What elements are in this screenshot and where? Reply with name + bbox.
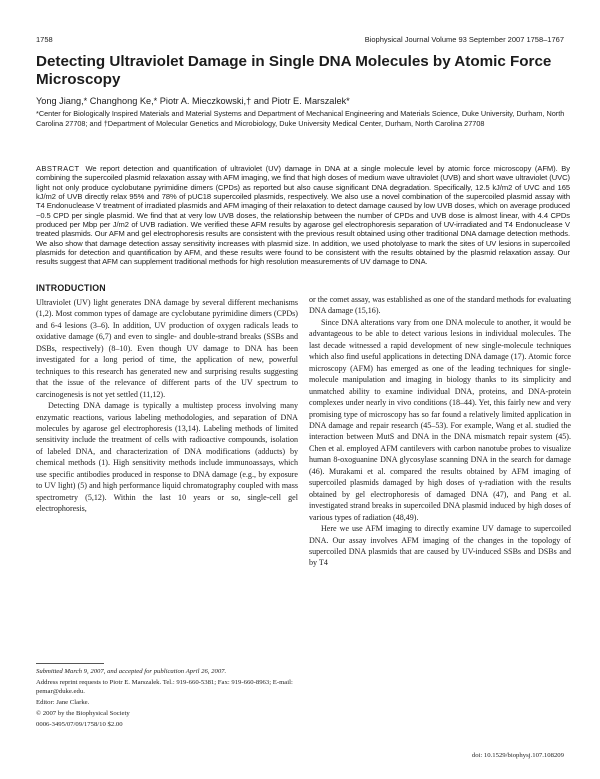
paragraph: or the comet assay, was established as one of the standard methods for evaluating DNA damage (15,16). bbox=[309, 295, 571, 316]
abstract-label: ABSTRACT bbox=[36, 164, 80, 173]
left-column bbox=[36, 297, 298, 515]
abstract-text: We report detection and quantification of ultraviolet (UV) damage in DNA at a single molecule level by atomic force microscopy (AFM). By combining the supercoiled plasmid relaxation assay with AFM imaging, we find that high doses of medium wave ultraviolet (UVB) and short wave ultraviolet (UVC) light not only produce cyclobutane pyrimidine dimers (CPDs) as reported but also cause significant DNA degradation. Specifically, 12.5 kJ/m2 of UVC and 165 kJ/m2 of UVB directly relax 95% and 78% of pUC18 supercoiled plasmids, respectively. We also use a novel combination of the supercoiled plasmid assay with T4 Endonuclease V treatment of irradiated plasmids and AFM imaging of their relaxation to detect damage caused by low UVB doses, which on average produced ~0.5 CPD per single plasmid. We find that at very low UVB doses, the relationship between the number of CPDs and UVB dose is almost linear, with 4.4 CPDs produced per Mbp per J/m2 of UVB radiation. We verified these AFM results by agarose gel electrophoresis separation of UV-irradiated and T4 Endonuclease V treated plasmids. Our AFM and gel electrophoresis results are consistent with the previous result obtained using other traditional DNA damage detection methods. We also show that damage detection assay sensitivity increases with plasmid size. In addition, we used photolyase to mark the sites of UV lesions in supercoiled plasmids for detection and quantification by AFM, and these results were found to be consistent with the results obtained by the plasmid relaxation assay. Our results suggest that AFM can supplement traditional methods for high resolution measurements of UV damage to DNA. bbox=[36, 164, 570, 267]
paragraph: Ultraviolet (UV) light generates DNA damage by several different mechanisms (1,2). Most common types of damage are cyclobutane pyrimidine dimers (CPDs) and 6-4 lesions (3–6). In addition, UV production of oxygen radicals leads to oxidative damage (6,7) and even to single- and double-strand breaks (SSBs and DSBs, respectively) (8–10). Even though UV damage to DNA has been investigated for a long period of time, the application of new, powerful techniques to this research has generated new and surprising results suggesting that the issue of the relevance of different parts of the UV spectrum to carcinogenesis is not yet settled (11,12). bbox=[36, 298, 298, 399]
footnote-divider bbox=[36, 663, 104, 664]
editor-note: Editor: Jane Clarke. bbox=[36, 698, 90, 706]
journal-header: Biophysical Journal Volume 93 September 2007 1758–1767 bbox=[364, 35, 564, 44]
author-list: Yong Jiang,* Changhong Ke,* Piotr A. Mieczkowski,† and Piotr E. Marszalek* bbox=[36, 96, 350, 106]
paragraph: Detecting DNA damage is typically a multistep process involving many enzymatic reactions, various labeling methodologies, and separation of DNA molecules by agarose gel electrophoresis (13,14). Labeling methods of limited sensitivity include the treatment of cells with radioactive compounds, isolation of labeled DNA, and characterization of DNA modifications (adducts) by chemical methods (1). High sensitivity methods include immunoassays, which use specific antibodies produced in response to DNA damage (e.g., by exposure to UV light) (5) and high performance liquid chromatography coupled with mass spectrometry (5,12). Within the last 10 years or so, single-cell gel electrophoresis, bbox=[36, 401, 298, 514]
submission-note: Submitted March 9, 2007, and accepted for publication April 26, 2007. bbox=[36, 668, 227, 675]
abstract bbox=[36, 164, 570, 267]
issn-note: 0006-3495/07/09/1758/10 $2.00 bbox=[36, 720, 123, 728]
reprint-address: Address reprint requests to Piotr E. Marszalek. Tel.: 919-660-5381; Fax: 919-660-8963; E-mail: pemar@duke.edu. bbox=[36, 678, 293, 695]
paragraph: Since DNA alterations vary from one DNA molecule to another, it would be advantageous to be able to detect various lesions in individual molecules. The last decade witnessed a rapid development of new single-molecule techniques which also find useful applications in detecting DNA damage (17). Atomic force microscopy (AFM) has emerged as one of the leading techniques for single-molecule manipulation and imaging in biology thanks to its simplicity and unmatched ability to examine individual DNA, proteins, and DNA-protein complexes under nearly in vivo conditions (18–44). Yet, this fairly new and very promising type of microscopy has so far found a relatively limited application in DNA damage and repair research (45–53). For example, Wang et al. studied the interaction between MutS and DNA in the DNA mismatch repair system (45). Chen et al. employed AFM cantilevers with carbon nanotube probes to visualize human 8-oxoguanine DNA glycosylase scanning DNA in the search for damage (46). Murakami et al. compared the results obtained by AFM imaging of supercoiled plasmids damaged by high doses of γ-radiation with the results obtained by gel electrophoresis of damaged DNA (47), and Pang et al. investigated strand breaks in supercoiled DNA plasmid induced by high doses of various types of radiation (48,49). bbox=[309, 317, 571, 522]
footnotes bbox=[36, 668, 298, 729]
affiliations: *Center for Biologically Inspired Materials and Material Systems and Department of Mechanical Engineering and Materials Science, Duke University, Durham, North Carolina 27708; and †Department of Molecular Genetics and Microbiology, Duke University Medical Center, Durham, North Carolina 27708 bbox=[36, 109, 565, 128]
article-title: Detecting Ultraviolet Damage in Single DNA Molecules by Atomic Force Microscopy bbox=[36, 53, 552, 88]
section-heading-introduction: INTRODUCTION bbox=[36, 283, 106, 293]
paragraph: Here we use AFM imaging to directly examine UV damage to supercoiled DNA. Our assay involves AFM imaging of the changes in the topology of supercoiled DNA plasmids that are caused by UV-induced SSBs and DSBs and by T4 bbox=[309, 524, 571, 568]
right-column bbox=[309, 294, 571, 569]
doi[interactable]: doi: 10.1529/biophysj.107.108209 bbox=[471, 752, 564, 759]
page-number: 1758 bbox=[36, 35, 53, 44]
copyright-note: © 2007 by the Biophysical Society bbox=[36, 709, 130, 717]
